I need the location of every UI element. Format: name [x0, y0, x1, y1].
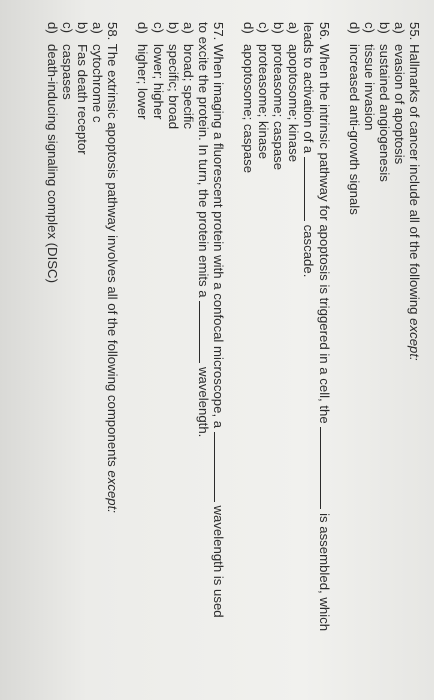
option-text: proteasome; kinase	[256, 44, 272, 160]
answer-blank	[304, 157, 316, 221]
question-number: 57.	[210, 22, 226, 41]
question-56	[241, 22, 332, 682]
question-emphasis: except:	[105, 470, 121, 513]
option-c	[60, 22, 75, 682]
option-d	[135, 22, 150, 682]
option-text: apoptosome; kinase	[286, 44, 302, 163]
option-letter: d)	[241, 22, 257, 34]
option-d	[45, 22, 60, 682]
option-a	[90, 22, 105, 682]
option-letter: b)	[271, 22, 287, 34]
option-letter: c)	[60, 22, 76, 33]
option-text: evasion of apoptosis	[391, 44, 407, 165]
option-letter: c)	[150, 22, 166, 33]
question-list	[45, 22, 422, 682]
option-letter: d)	[45, 22, 61, 34]
option-letter: b)	[165, 22, 181, 34]
option-text: tissue invasion	[361, 44, 377, 131]
question-text: wavelength.	[195, 366, 211, 438]
option-b	[377, 22, 392, 682]
option-letter: c)	[256, 22, 272, 33]
question-text: cascade.	[301, 224, 317, 278]
answer-blank	[320, 427, 332, 509]
option-b	[75, 22, 90, 682]
option-d	[347, 22, 362, 682]
question-text: wavelength is used	[210, 505, 226, 618]
question-text: The extrinsic apoptosis pathway involves all of the following components	[105, 43, 121, 467]
question-number: 55.	[407, 22, 422, 41]
option-letter: d)	[346, 22, 362, 34]
option-text: Fas death receptor	[75, 44, 91, 155]
option-text: broad; specific	[180, 44, 196, 130]
option-text: lower; higher	[150, 44, 166, 120]
option-letter: c)	[361, 22, 377, 33]
option-text: cytochrome c	[90, 44, 106, 123]
option-a	[392, 22, 407, 682]
question-text: When imaging a fluorescent protein with a confocal microscope, a	[210, 44, 226, 429]
option-text: increased anti-growth signals	[346, 44, 362, 215]
option-text: death-inducing signaling complex (DISC)	[45, 44, 61, 283]
option-letter: a)	[286, 22, 302, 34]
question-56-stem-line-2	[301, 22, 316, 682]
option-text: sustained angiogenesis	[376, 44, 392, 182]
option-letter: b)	[75, 22, 91, 34]
option-letter: a)	[180, 22, 196, 34]
option-d	[241, 22, 256, 682]
option-a	[286, 22, 301, 682]
option-letter: d)	[135, 22, 151, 34]
option-text: specific; broad	[165, 44, 181, 130]
question-text: to excite the protein. In turn, the protein emits a	[195, 22, 211, 298]
question-55	[347, 22, 422, 682]
question-57-stem-line-2	[196, 22, 211, 682]
option-c	[362, 22, 377, 682]
option-c	[151, 22, 166, 682]
question-number: 56.	[316, 22, 332, 41]
option-text: proteasome; caspase	[271, 44, 287, 171]
question-number: 58.	[105, 22, 121, 41]
question-emphasis: except:	[407, 318, 422, 361]
option-b	[271, 22, 286, 682]
option-b	[166, 22, 181, 682]
answer-blank	[199, 301, 211, 363]
question-text: When the intrinsic pathway for apoptosis is triggered in a cell, the	[316, 44, 332, 424]
option-text: caspases	[60, 44, 76, 100]
question-text: leads to activation of a	[301, 22, 317, 154]
question-58	[45, 22, 120, 682]
question-56-stem-line-1	[316, 22, 331, 682]
question-text: is assembled, which	[316, 513, 332, 632]
question-58-stem	[105, 22, 120, 682]
option-letter: b)	[376, 22, 392, 34]
question-57	[135, 22, 226, 682]
option-letter: a)	[90, 22, 106, 34]
option-a	[181, 22, 196, 682]
option-letter: a)	[391, 22, 407, 34]
option-text: higher; lower	[135, 44, 151, 120]
question-text: Hallmarks of cancer include all of the following	[407, 44, 422, 315]
answer-blank	[214, 432, 226, 502]
option-c	[256, 22, 271, 682]
question-55-stem	[407, 22, 422, 682]
option-text: apoptosome; caspase	[241, 44, 257, 174]
question-57-stem-line-1	[211, 22, 226, 682]
